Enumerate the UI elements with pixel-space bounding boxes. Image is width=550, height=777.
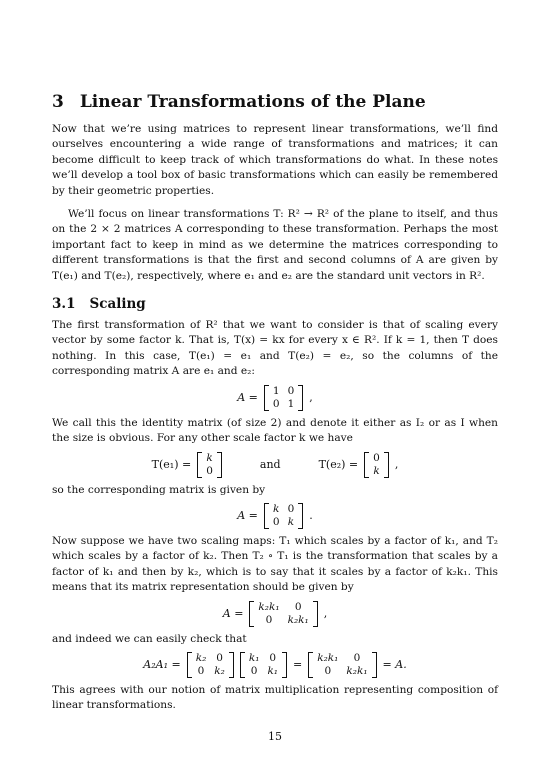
matrix-m3 <box>308 652 376 678</box>
eq-lhs: A = <box>222 607 244 621</box>
paragraph-intro: Now that we’re using matrices to represent linear transformations, we’ll find ourselves encountering a wide range of transformations and matrices; it can become difficult to keep track of which transformations do what. In these notes we’ll develop a tool box of basic transformations which can easily be remembered by their geometric properties. <box>52 123 498 197</box>
paragraph-check: and indeed we can easily check that <box>52 632 247 645</box>
paragraph-focus: We’ll focus on linear transformations T: R² → R² of the plane to itself, and thus on the 2 × 2 matrices A corresponding to these transformation. Perhaps the most important fact to keep in mind as we determine the matrices corresponding to different transformations is that the first and second columns of A are given by T(e₁) and T(e₂), respectively, where e₁ and e₂ are the standard unit vectors in R². <box>52 208 498 282</box>
vector-te1 <box>197 452 222 478</box>
matrix-cell: 0 <box>265 613 273 626</box>
matrix-cell: 1 <box>287 397 295 410</box>
matrix-cell: 0 <box>250 664 258 677</box>
paragraph-composition: Now suppose we have two scaling maps: T₁ which scales by a factor of k₁, and T₂ which scales by a factor of k₂. Then T₂ ∘ T₁ is the transformation that scales by a factor of k₁ and then by k₂, which is to say that it scales by a factor of k₂k₁. This means that its matrix representation should be given by <box>52 534 498 594</box>
eq-rhs: = A. <box>382 658 407 672</box>
matrix-cell: k <box>273 502 280 515</box>
eq-lhs-te1: T(e₁) = <box>151 458 192 471</box>
document-page <box>52 92 498 714</box>
matrix-cell: 0 <box>287 502 295 515</box>
matrix-m1 <box>187 652 234 678</box>
section-number: 3 <box>52 92 64 112</box>
equation-composition-matrix: A = k₂k₁ 0 0 k₂k₁ , <box>222 600 328 626</box>
matrix-cell: 0 <box>272 397 280 410</box>
eq-equals: = <box>293 658 303 672</box>
matrix-cell: k₂k₁ <box>258 600 280 613</box>
eq-lhs: A = <box>237 391 258 405</box>
paragraph-identity: We call this the identity matrix (of size 2) and denote it either as I₂ or as I when the size is obvious. For any other scale factor k we have <box>52 416 498 445</box>
vector-te2 <box>364 452 389 478</box>
eq-and: and <box>259 458 281 471</box>
matrix-cell: 0 <box>373 451 380 464</box>
matrix-cell: k₂k₁ <box>346 664 368 677</box>
matrix-cell: k <box>206 451 213 464</box>
matrix-cell: 0 <box>287 384 295 397</box>
matrix-cell: k₁ <box>248 651 260 664</box>
matrix-cell: k₂k₁ <box>287 613 309 626</box>
paragraph-scaling: The first transformation of R² that we want to consider is that of scaling every vector by some factor k. That is, T(x) = kx for every x ∈ R². If k = 1, then T does nothing. In this case, T(e₁) = e₁ and T(e₂) = e₂, so the columns of the corresponding matrix A are e₁ and e₂: <box>52 319 498 378</box>
paragraph-agrees: This agrees with our notion of matrix multiplication representing composition of linear transformations. <box>52 683 498 712</box>
matrix-m2 <box>240 652 287 678</box>
matrix-cell: 1 <box>272 384 280 397</box>
equation-basis-images: T(e₁) = k 0 and T(e₂) = 0 k , <box>151 451 399 477</box>
subsection-title <box>52 296 498 312</box>
subsection-title-text: Scaling <box>89 296 146 313</box>
matrix-cell: k₂ <box>214 664 225 677</box>
eq-lhs: A = <box>237 509 258 523</box>
equation-product <box>52 652 498 678</box>
page-number: 15 <box>268 730 282 743</box>
matrix-identity <box>264 385 303 411</box>
matrix-cell: 0 <box>206 464 213 477</box>
equation-identity: A = 1 0 0 1 , <box>237 384 313 410</box>
matrix-cell: k₂ <box>195 651 207 664</box>
matrix-cell: 0 <box>269 651 277 664</box>
matrix-cell: 0 <box>294 600 302 613</box>
paragraph-corresponding: so the corresponding matrix is given by <box>52 483 266 496</box>
matrix-cell: 0 <box>216 651 223 664</box>
matrix-cell: k <box>287 515 295 528</box>
matrix-cell: k₂k₁ <box>317 651 339 664</box>
subsection-number: 3.1 <box>52 296 76 313</box>
eq-lhs: A₂A₁ = <box>143 658 181 672</box>
eq-lhs-te2: T(e₂) = <box>318 458 359 471</box>
matrix-cell: 0 <box>272 515 280 528</box>
section-title-text: Linear Transformations of the Plane <box>79 92 426 112</box>
matrix-cell: 0 <box>324 664 332 677</box>
matrix-cell: 0 <box>353 651 361 664</box>
section-title <box>52 92 498 112</box>
matrix-scale <box>264 503 303 529</box>
matrix-cell: k₁ <box>267 664 279 677</box>
equation-scale-matrix: A = k 0 0 k . <box>237 502 313 528</box>
matrix-cell: 0 <box>197 664 205 677</box>
matrix-cell: k <box>373 464 380 477</box>
matrix-composition <box>249 601 317 627</box>
